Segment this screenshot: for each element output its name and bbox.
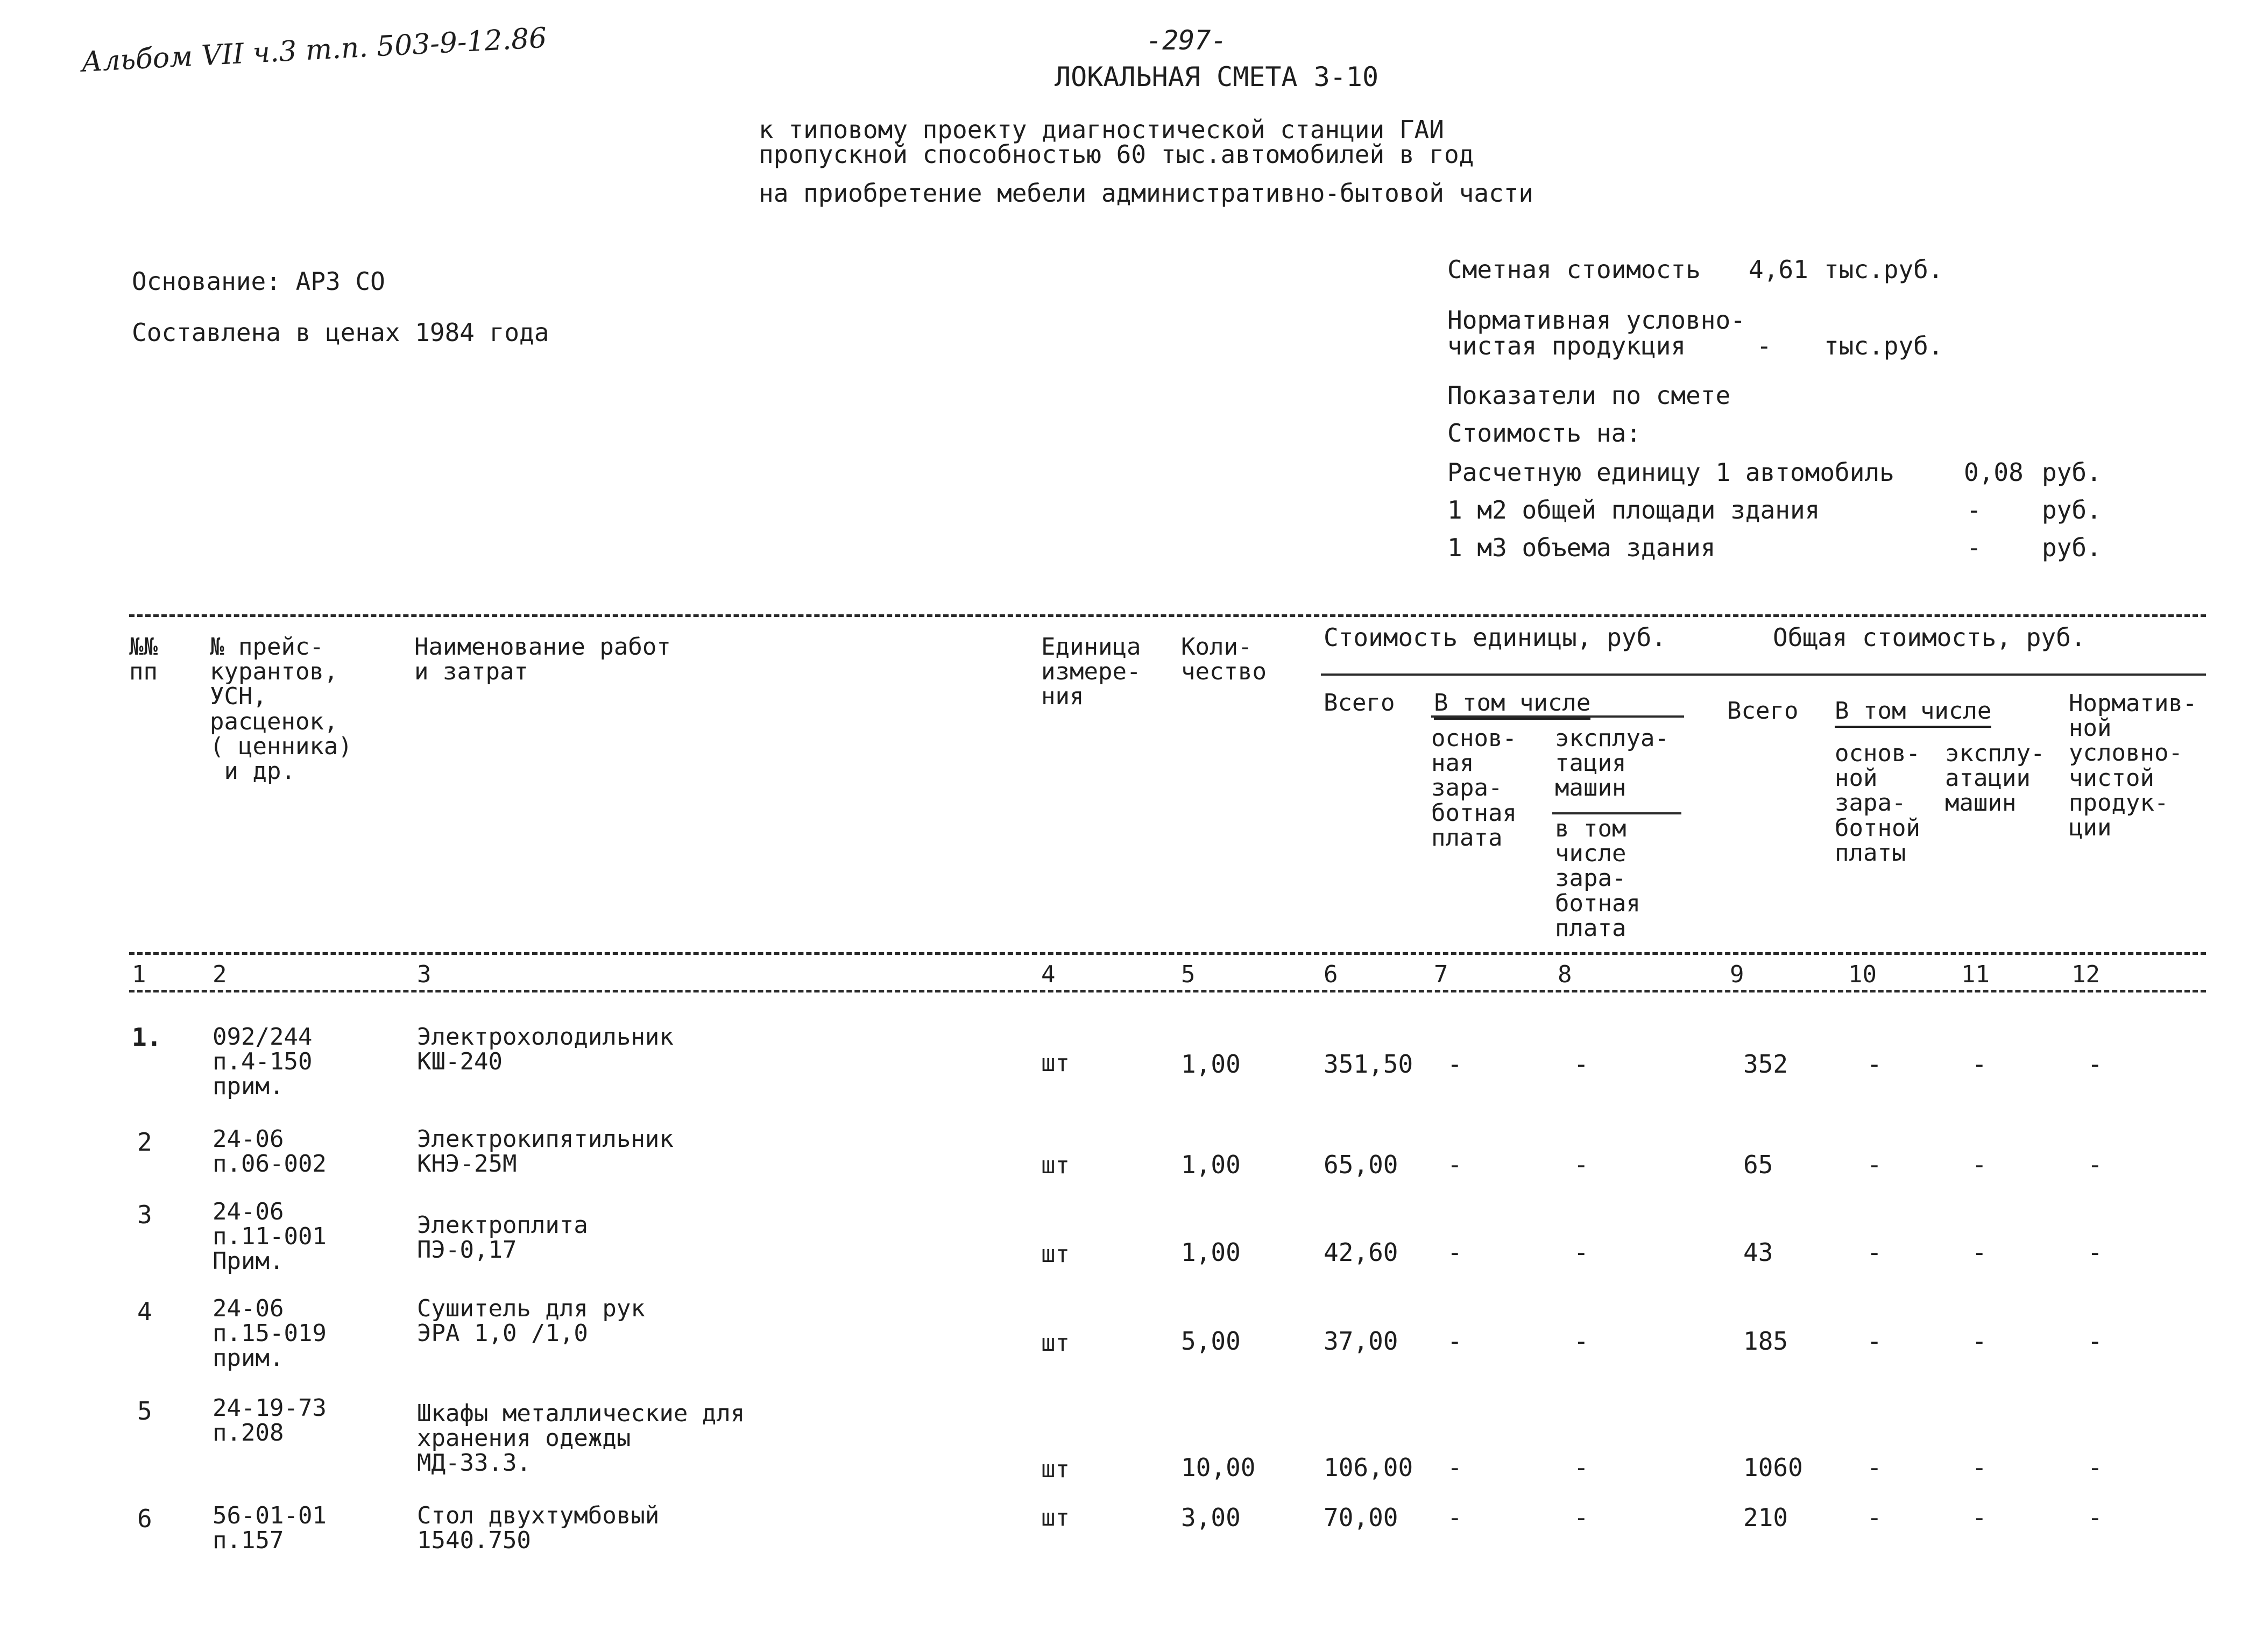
- row-4-c10: -: [1867, 1327, 1882, 1356]
- row-2-c6: 65,00: [1324, 1150, 1398, 1179]
- row-2-c12: -: [2088, 1150, 2103, 1179]
- row-6-num: 6: [137, 1504, 152, 1533]
- row-3-c10: -: [1867, 1238, 1882, 1267]
- per-m2-label: 1 м2 общей площади здания: [1447, 495, 1820, 524]
- row-6-c12: -: [2088, 1503, 2103, 1532]
- col-num-11: 11: [1961, 961, 1990, 988]
- row-1-ref: 092/244 п.4-150 прим.: [213, 1023, 313, 1101]
- cost-per-label: Стоимость на:: [1447, 419, 1642, 448]
- per-m3-unit: руб.: [2042, 533, 2102, 562]
- table-colnum-bottom-rule: [129, 990, 2206, 992]
- row-5-c9: 1060: [1743, 1453, 1803, 1482]
- row-5-c8: -: [1574, 1453, 1589, 1482]
- header-incl-7-8: [1434, 691, 1590, 715]
- col-num-12: 12: [2071, 961, 2100, 988]
- row-1-c8: -: [1574, 1050, 1589, 1079]
- row-3-c11: -: [1972, 1238, 1987, 1267]
- row-3-ref: 24-06 п.11-001 Прим.: [213, 1198, 327, 1275]
- header-num: №№ пп: [129, 633, 158, 686]
- row-3-num: 3: [137, 1200, 152, 1229]
- row-3-c8: -: [1574, 1238, 1589, 1267]
- row-5-c10: -: [1867, 1453, 1882, 1482]
- table-colnum-top-rule: [129, 952, 2206, 955]
- row-2-unit: шт: [1041, 1152, 1070, 1179]
- row-3-name: Электроплита ПЭ-0,17: [417, 1211, 588, 1264]
- row-6-qty: 3,00: [1181, 1503, 1241, 1532]
- row-6-c6: 70,00: [1324, 1503, 1398, 1532]
- row-6-name: Стол двухтумбовый 1540.750: [417, 1502, 660, 1555]
- header-normative: Норматив- ной условно- чистой продук- ции: [2069, 690, 2197, 841]
- row-2-c9: 65: [1743, 1150, 1773, 1179]
- row-3-c6: 42,60: [1324, 1238, 1398, 1267]
- row-4-c12: -: [2088, 1327, 2103, 1356]
- col-num-7: 7: [1434, 961, 1448, 988]
- subtitle-line-1: к типовому проекту диагностической станции ГАИ: [759, 115, 1444, 144]
- header-group-rule: [1321, 673, 2206, 676]
- row-3-unit: шт: [1041, 1240, 1070, 1268]
- row-6-c11: -: [1972, 1503, 1987, 1532]
- row-2-c8: -: [1574, 1150, 1589, 1179]
- estimated-cost-unit: тыс.руб.: [1824, 255, 1943, 284]
- row-2-num: 2: [137, 1128, 152, 1157]
- header-name: Наименование работ и затрат: [414, 633, 671, 686]
- page-number: -297-: [1146, 25, 1227, 56]
- per-m3-label: 1 м3 объема здания: [1447, 533, 1716, 562]
- header-machines-2: эксплу- атации машин: [1945, 740, 2045, 817]
- row-4-ref: 24-06 п.15-019 прим.: [213, 1295, 327, 1372]
- normative-unit: тыс.руб.: [1824, 331, 1943, 360]
- row-1-name: Электрохолодильник КШ-240: [417, 1023, 674, 1076]
- col-num-8: 8: [1558, 961, 1572, 988]
- per-unit-value: 0,08: [1964, 458, 2024, 487]
- header-machines-rule: [1552, 812, 1681, 814]
- normative-label-1: Нормативная условно-: [1447, 306, 1745, 335]
- row-6-c7: -: [1447, 1503, 1462, 1532]
- row-4-c9: 185: [1743, 1327, 1788, 1356]
- header-machines: эксплуа- тация машин: [1555, 725, 1669, 802]
- handwritten-album-note: Альбом VII ч.3 т.п. 503-9-12.86: [80, 22, 548, 79]
- header-basic-wage: основ- ная зара- ботная плата: [1431, 725, 1517, 852]
- row-6-c10: -: [1867, 1503, 1882, 1532]
- header-unit-cost-group: Стоимость единицы, руб.: [1324, 623, 1666, 652]
- per-unit-unit: руб.: [2042, 458, 2102, 487]
- header-incl-wage: в том числе зара- ботная плата: [1555, 815, 1640, 942]
- row-1-c7: -: [1447, 1050, 1462, 1079]
- header-total-9: Всего: [1727, 697, 1799, 725]
- col-num-10: 10: [1848, 961, 1877, 988]
- row-5-c12: -: [2088, 1453, 2103, 1482]
- header-incl-7-8-rule: [1431, 715, 1684, 718]
- table-top-rule: [129, 614, 2206, 617]
- row-5-c7: -: [1447, 1453, 1462, 1482]
- row-2-name: Электрокипятильник КНЭ-25М: [417, 1125, 674, 1178]
- header-incl-10-11: [1835, 699, 1991, 723]
- col-num-3: 3: [417, 961, 432, 988]
- normative-label-2: чистая продукция: [1447, 331, 1686, 360]
- row-1-qty: 1,00: [1181, 1050, 1241, 1079]
- row-4-num: 4: [137, 1297, 152, 1326]
- subtitle-line-3: на приобретение мебели административно-бытовой части: [759, 179, 1534, 208]
- row-1-c6: 351,50: [1324, 1050, 1413, 1079]
- row-4-c8: -: [1574, 1327, 1589, 1356]
- row-3-c7: -: [1447, 1238, 1462, 1267]
- estimated-cost-label: Сметная стоимость: [1447, 255, 1701, 284]
- row-5-ref: 24-19-73 п.208: [213, 1394, 327, 1447]
- row-1-c12: -: [2088, 1050, 2103, 1079]
- row-4-c7: -: [1447, 1327, 1462, 1356]
- col-num-9: 9: [1730, 961, 1744, 988]
- row-1-c11: -: [1972, 1050, 1987, 1079]
- per-m3-value: -: [1967, 533, 1982, 562]
- header-incl-10-11-text: В том числе: [1835, 697, 1991, 728]
- col-num-1: 1: [132, 961, 146, 988]
- row-2-c7: -: [1447, 1150, 1462, 1179]
- per-m2-unit: руб.: [2042, 495, 2102, 524]
- row-5-qty: 10,00: [1181, 1453, 1256, 1482]
- row-1-num: 1.: [132, 1023, 162, 1052]
- row-5-c11: -: [1972, 1453, 1987, 1482]
- row-2-c11: -: [1972, 1150, 1987, 1179]
- row-2-ref: 24-06 п.06-002: [213, 1125, 327, 1178]
- row-6-unit: шт: [1041, 1504, 1070, 1532]
- subtitle-line-2: пропускной способностью 60 тыс.автомобилей в год: [759, 140, 1474, 169]
- normative-value: -: [1757, 331, 1772, 360]
- row-1-c10: -: [1867, 1050, 1882, 1079]
- estimated-cost-value: 4,61: [1749, 255, 1808, 284]
- header-unit: Единица измере- ния: [1041, 633, 1141, 711]
- col-num-2: 2: [213, 961, 227, 988]
- row-2-c10: -: [1867, 1150, 1882, 1179]
- indicators-label: Показатели по смете: [1447, 381, 1731, 410]
- row-1-c9: 352: [1743, 1050, 1788, 1079]
- prices-year-text: Составлена в ценах 1984 года: [132, 318, 549, 347]
- row-5-unit: шт: [1041, 1456, 1070, 1483]
- row-3-c12: -: [2088, 1238, 2103, 1267]
- row-1-unit: шт: [1041, 1050, 1070, 1077]
- document-title: ЛОКАЛЬНАЯ СМЕТА 3-10: [1055, 61, 1379, 93]
- header-total-cost-group: Общая стоимость, руб.: [1773, 623, 2086, 652]
- row-4-unit: шт: [1041, 1329, 1070, 1357]
- row-3-c9: 43: [1743, 1238, 1773, 1267]
- col-num-6: 6: [1324, 961, 1338, 988]
- header-qty: Коли- чество: [1181, 633, 1267, 686]
- header-incl-7-8-text: В том числе: [1434, 689, 1590, 720]
- row-3-qty: 1,00: [1181, 1238, 1241, 1267]
- row-4-c11: -: [1972, 1327, 1987, 1356]
- col-num-4: 4: [1041, 961, 1056, 988]
- row-5-name: Шкафы металлические для хранения одежды МД-33.3.: [417, 1400, 745, 1477]
- row-4-qty: 5,00: [1181, 1327, 1241, 1356]
- row-6-c9: 210: [1743, 1503, 1788, 1532]
- row-6-c8: -: [1574, 1503, 1589, 1532]
- per-unit-label: Расчетную единицу 1 автомобиль: [1447, 458, 1894, 487]
- header-total-6: Всего: [1324, 689, 1395, 717]
- row-5-num: 5: [137, 1396, 152, 1426]
- row-2-qty: 1,00: [1181, 1150, 1241, 1179]
- row-6-ref: 56-01-01 п.157: [213, 1502, 327, 1555]
- row-4-c6: 37,00: [1324, 1327, 1398, 1356]
- per-m2-value: -: [1967, 495, 1982, 524]
- col-num-5: 5: [1181, 961, 1196, 988]
- basis-text: Основание: АРЗ СО: [132, 267, 385, 296]
- header-basic-wage-2: основ- ной зара- ботной платы: [1835, 740, 1920, 867]
- row-5-c6: 106,00: [1324, 1453, 1413, 1482]
- header-price-ref: № прейс- курантов, УСН, расценок, ( ценника) и др.: [210, 633, 352, 785]
- row-4-name: Сушитель для рук ЭРА 1,0 /1,0: [417, 1295, 645, 1348]
